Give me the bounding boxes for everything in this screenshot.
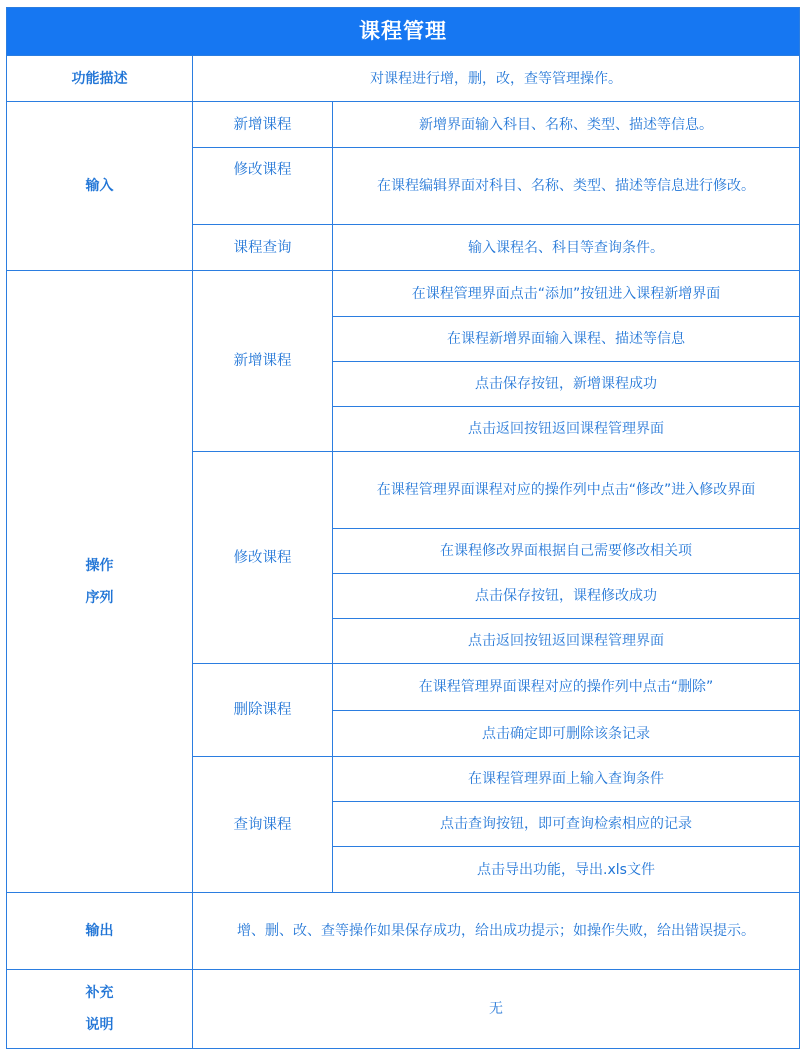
- sequence-step: 在课程管理界面点击“添加”按钮进入课程新增界面: [333, 271, 800, 317]
- sequence-step: 在课程管理界面课程对应的操作列中点击“修改”进入修改界面: [333, 452, 800, 529]
- sequence-step: 在课程管理界面上输入查询条件: [333, 757, 800, 802]
- input-label: 输入: [7, 102, 193, 271]
- supplement-value: 无: [193, 970, 800, 1049]
- output-label: 输出: [7, 893, 193, 970]
- sequence-group-name: 修改课程: [193, 452, 333, 664]
- sequence-label: [7, 271, 193, 893]
- input-item-name: 修改课程: [193, 148, 333, 225]
- sequence-step: 在课程管理界面课程对应的操作列中点击“删除”: [333, 664, 800, 711]
- sequence-step: 在课程新增界面输入课程、描述等信息: [333, 317, 800, 362]
- input-item-name: 新增课程: [193, 102, 333, 148]
- course-management-table: [6, 7, 800, 1049]
- sequence-step: 点击返回按钮返回课程管理界面: [333, 407, 800, 452]
- supplement-label: [7, 970, 193, 1049]
- sequence-step: 点击返回按钮返回课程管理界面: [333, 619, 800, 664]
- sequence-step: 点击导出功能，导出.xls文件: [333, 847, 800, 893]
- sequence-label-line1: 操作: [85, 557, 114, 574]
- table-title: 课程管理: [7, 8, 800, 56]
- input-item-desc: 新增界面输入科目、名称、类型、描述等信息。: [333, 102, 800, 148]
- sequence-step: 点击确定即可删除该条记录: [333, 711, 800, 757]
- function-desc-value: 对课程进行增，删，改，查等管理操作。: [193, 56, 800, 102]
- sequence-step: 点击保存按钮，新增课程成功: [333, 362, 800, 407]
- input-item-desc: 在课程编辑界面对科目、名称、类型、描述等信息进行修改。: [333, 148, 800, 225]
- sequence-step: 点击查询按钮，即可查询检索相应的记录: [333, 802, 800, 847]
- sequence-group-name: 删除课程: [193, 664, 333, 757]
- supplement-label-line2: 说明: [85, 1017, 114, 1033]
- input-item-desc: 输入课程名、科目等查询条件。: [333, 225, 800, 271]
- sequence-group-name: 查询课程: [193, 757, 333, 893]
- output-value: 增、删、改、查等操作如果保存成功，给出成功提示；如操作失败，给出错误提示。: [193, 893, 800, 970]
- input-item-name: 课程查询: [193, 225, 333, 271]
- sequence-group-name: 新增课程: [193, 271, 333, 452]
- sequence-step: 点击保存按钮，课程修改成功: [333, 574, 800, 619]
- sequence-step: 在课程修改界面根据自己需要修改相关项: [333, 529, 800, 574]
- sequence-label-line2: 序列: [85, 589, 114, 606]
- supplement-label-line1: 补充: [85, 985, 114, 1001]
- function-desc-label: 功能描述: [7, 56, 193, 102]
